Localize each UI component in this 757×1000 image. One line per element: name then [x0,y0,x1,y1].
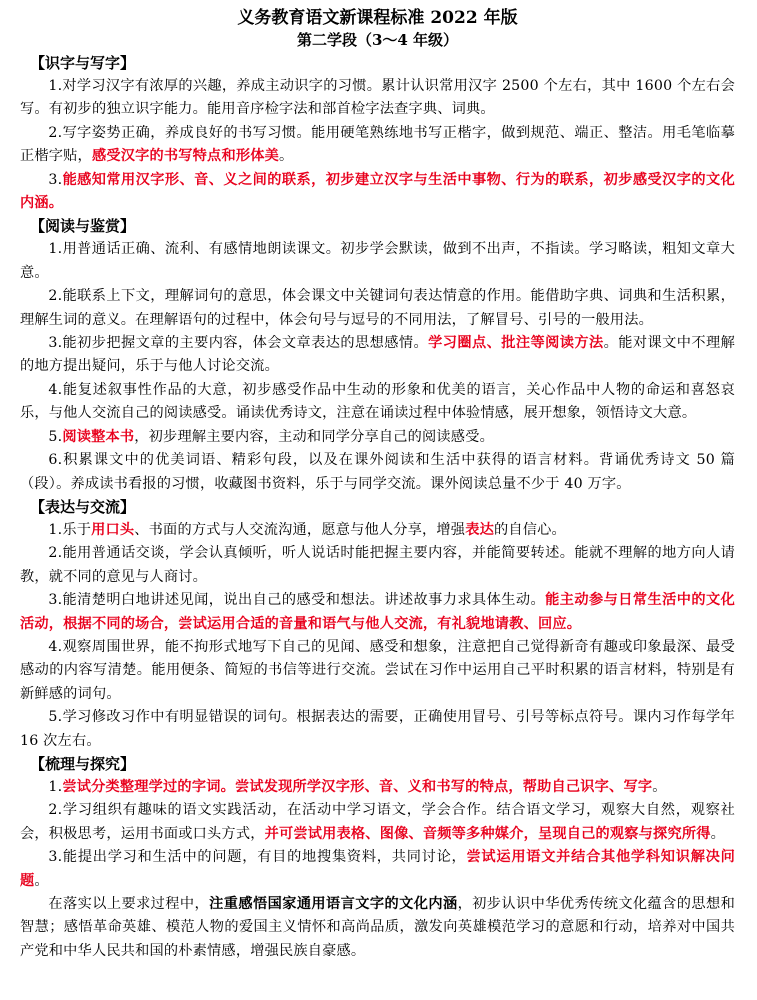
text-run: 。 [279,148,294,165]
section-heading: 【表达与交流】 [30,497,136,516]
text-run: ，初步认识中华优秀传统文化蕴含的思想和智慧；感悟革命英雄、模范人物的爱国主义情怀和高尚品质，激发向英雄模范学习的意愿和行动，培养对中国共产党和中华人民共和国的朴素情感，增强民族自豪感。 [20,896,736,959]
highlighted-text: 并可尝试用表格、图像、音频等多种媒介，呈现自己的观察与探究所得 [264,825,711,842]
paragraph [20,122,735,169]
paragraph [20,285,735,332]
section [20,753,735,963]
section-heading: 【阅读与鉴赏】 [30,217,136,236]
highlighted-text: 学习圈点、批注等阅读方法 [428,335,604,352]
paragraph [20,706,735,753]
text-run: 4.能复述叙事性作品的大意，初步感受作品中生动的形象和优美的语言，关心作品中人物的命运和喜怒哀乐，与他人交流自己的阅读感受。诵读优秀诗文，注意在诵读过程中体验情感，展开想象，领悟诗文大意。 [20,381,735,422]
paragraph [20,589,735,636]
text-run: 2.写字姿势正确，养成良好的书写习惯。能用硬笔熟练地书写正楷字，做到规范、端正、整洁。用毛笔临摹正楷字贴， [20,124,735,165]
document-title: 义务教育语文新课程标准 2022 年版 [237,8,518,28]
highlighted-text: 表达 [465,521,494,538]
section [20,496,735,753]
paragraph [20,776,735,799]
paragraph [20,238,735,285]
text-run: 。 [710,825,725,842]
paragraph [20,542,735,589]
paragraph [20,893,735,963]
paragraph [20,169,735,216]
highlighted-text: 感受汉字的书写特点和形体美 [91,148,279,165]
section [20,215,735,495]
text-run: 。能对课文中不理解的地方提出疑问，乐于与他人讨论交流。 [20,335,735,375]
text-run: 6.积累课文中的优美词语、精彩句段，以及在课外阅读和生活中获得的语言材料。背诵优秀诗文 50 篇（段）。养成读书看报的习惯，收藏图书资料，乐于与同学交流。课外阅读总量不少于 40 万字。 [20,452,735,492]
document-body [20,52,735,963]
paragraph [20,519,735,542]
paragraph [20,75,735,122]
paragraph [20,799,735,846]
document-subtitle: 第二学段（3～4 年级） [296,31,459,49]
highlighted-text: 能主动参与日常生活中的文化活动，根据不同的场合，尝试运用合适的音量和语气与他人交流，有礼貌地请教、回应。 [20,592,735,632]
paragraph [20,449,735,496]
text-run: 3.能提出学习和生活中的问题，有目的地搜集资料，共同讨论， [48,849,467,866]
text-run: 。 [652,778,667,795]
paragraph [20,636,735,706]
bold-text: 注重感悟国家通用语言文字的文化内涵 [209,896,458,912]
text-run: 1. [48,778,63,795]
text-run: 5.学习修改习作中有明显错误的词句。根据表达的需要，正确使用冒号、引号等标点符号。课内习作每学年 16 次左右。 [20,709,735,749]
text-run: 1.对学习汉字有浓厚的兴趣，养成主动识字的习惯。累计认识常用汉字 2500 个左右，其中 1600 个左右会写。有初步的独立识字能力。能用音序检字法和部首检字法查字典、词典。 [20,78,735,118]
section [20,52,735,215]
text-run: 4.观察周围世界，能不拘形式地写下自己的见闻、感受和想象，注意把自己觉得新奇有趣或印象最深、最受感动的内容写清楚。能用便条、简短的书信等进行交流。尝试在习作中运用自己平时积累的语言材料，特别是有新鲜感的词句。 [20,638,735,702]
text-run: 3. [48,171,63,188]
paragraph [20,379,735,426]
text-run: ，初步理解主要内容，主动和同学分享自己的阅读感受。 [134,428,494,445]
text-run: 在落实以上要求过程中， [48,896,210,912]
section-heading: 【识字与写字】 [30,54,136,72]
text-run: 2.能联系上下文，理解词句的意思，体会课文中关键词句表达情意的作用。能借助字典、词典和生活积累，理解生词的意义。在理解语句的过程中，体会句号与逗号的不同用法，了解冒号、引号的一般用法。 [20,288,735,328]
highlighted-text: 用口头 [91,521,135,538]
text-run: 2.学习组织有趣味的语文实践活动，在活动中学习语文，学会合作。结合语文学习，观察大自然，观察社会，积极思考，运用书面或口头方式， [20,802,735,842]
text-run: 2.能用普通话交谈，学会认真倾听，听人说话时能把握主要内容，并能简要转述。能就不理解的地方向人请教，就不同的意见与人商讨。 [20,545,735,585]
paragraph [20,846,735,893]
highlighted-text: 尝试运用语文并结合其他学科知识解决问题 [20,849,735,889]
text-run: 、书面的方式与人交流沟通，愿意与他人分享，增强 [134,521,466,538]
text-run: 。 [34,872,49,889]
text-run: 3.能清楚明白地讲述见闻，说出自己的感受和想法。讲述故事力求具体生动。 [48,592,546,609]
highlighted-text: 能感知常用汉字形、音、义之间的联系，初步建立汉字与生活中事物、行为的联系，初步感受汉字的文化内涵。 [20,171,735,212]
text-run: 1.用普通话正确、流利、有感情地朗读课文。初步学会默读，做到不出声，不指读。学习略读，粗知文章大意。 [20,241,735,281]
text-run: 5. [48,428,63,445]
text-run: 的自信心。 [493,521,566,538]
text-run: 3.能初步把握文章的主要内容，体会文章表达的思想感情。 [48,335,429,352]
text-run: 1.乐于 [48,521,92,538]
paragraph [20,332,735,379]
paragraph [20,426,735,449]
highlighted-text: 阅读整本书 [62,428,135,445]
highlighted-text: 尝试分类整理学过的字词。尝试发现所学汉字形、音、义和书写的特点，帮助自己识字、写字 [62,778,653,795]
section-heading: 【梳理与探究】 [30,754,136,773]
